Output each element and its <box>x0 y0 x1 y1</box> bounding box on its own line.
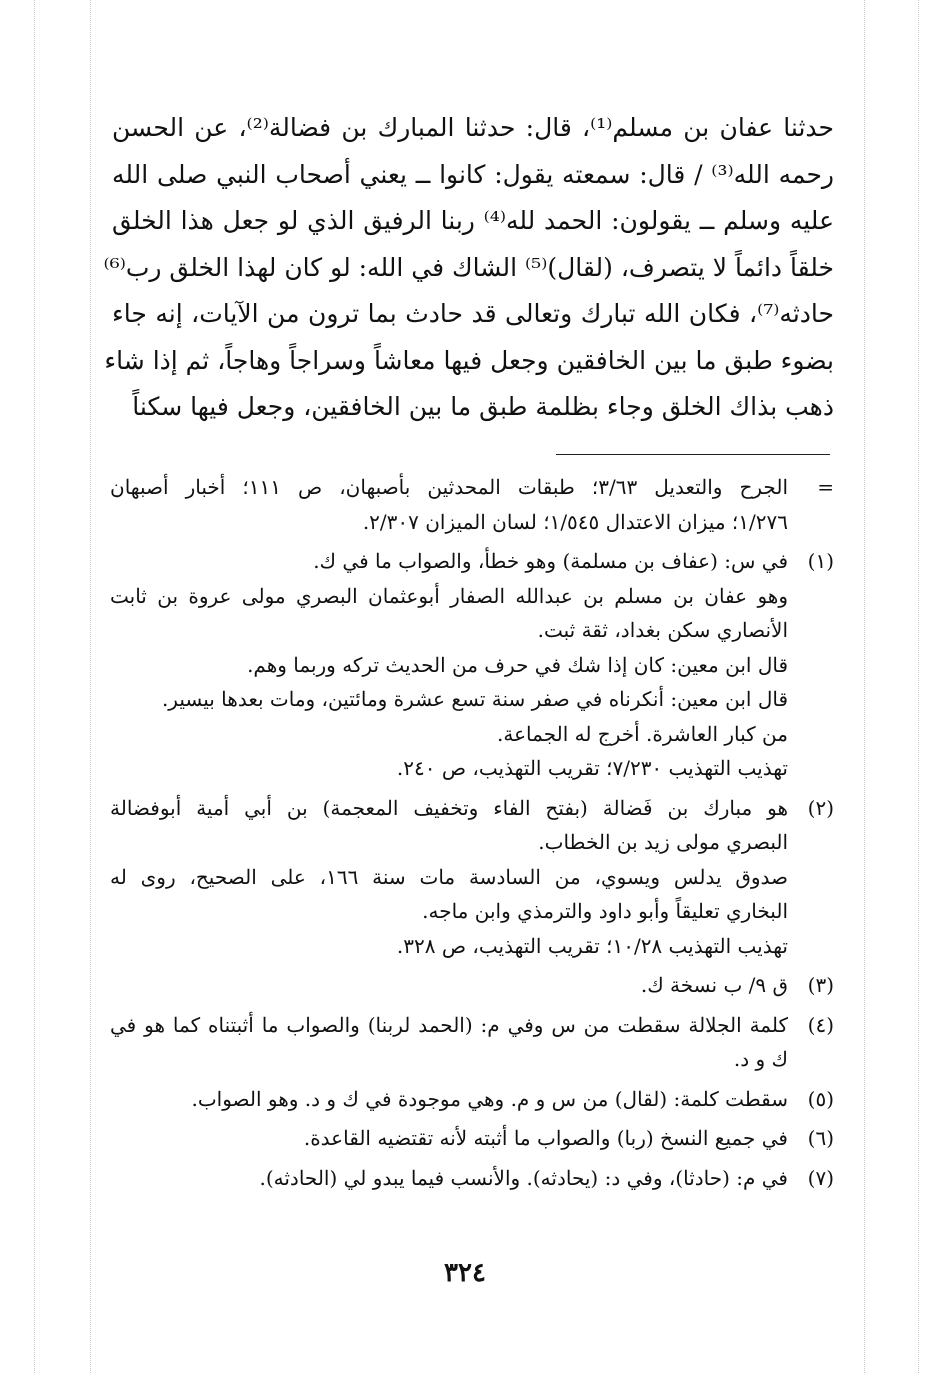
footnote-line: ق ٩/ ب نسخة ك. <box>640 973 788 997</box>
main-text-line: حدثنا عفان بن مسلم⁽¹⁾، قال: حدثنا المبارك بن فضالة⁽²⁾، عن الحسن <box>112 113 834 142</box>
footnote-number: (٤) <box>807 1012 834 1037</box>
footnote-6 <box>110 1121 834 1156</box>
main-text-line: بضوء طبق ما بين الخافقين وجعل فيها معاشاً وسراجاً وهاجاً، ثم إذا شاء <box>104 345 834 375</box>
footnote-line: في م: (حادثا)، وفي د: (يحادثه). والأنسب فيما يبدو لي (الحادثه). <box>259 1165 788 1190</box>
main-text-block <box>103 105 834 431</box>
footnote-7 <box>110 1161 834 1196</box>
page-number: ٣٢٤ <box>444 1258 486 1288</box>
footnote-line: كلمة الجلالة سقطت من س وفي م: (الحمد لربنا) والصواب ما أثبتناه كما هو في <box>110 1012 788 1037</box>
footnote-line: قال ابن معين: أنكرناه في صفر سنة تسع عشرة ومائتين، ومات بعدها بيسير. <box>161 687 788 711</box>
left-margin-line <box>34 0 35 1373</box>
main-text-line: ذهب بذاك الخلق وجاء بظلمة طبق ما بين الخافقين، وجعل فيها سكناً <box>132 392 834 421</box>
main-text-line: خلقاً دائماً لا يتصرف، (لقال)⁽⁵⁾ الشاك في الله: لو كان لهذا الخلق رب⁽⁶⁾ <box>103 252 834 282</box>
main-text-line: عليه وسلم ــ يقولون: الحمد لله⁽⁴⁾ ربنا الرفيق الذي لو جعل هذا الخلق <box>112 206 834 235</box>
footnote-line: ١/٢٧٦؛ ميزان الاعتدال ١/٥٤٥؛ لسان الميزان ٢/٣٠٧. <box>362 509 788 534</box>
main-text-line: حادثه⁽⁷⁾، فكان الله تبارك وتعالى قد حادث بما ترون من الآيات، إنه جاء <box>112 299 834 328</box>
left-inner-margin-line <box>90 0 91 1373</box>
footnote-divider <box>556 454 830 455</box>
footnote-number: (٦) <box>807 1126 834 1150</box>
main-text-line: رحمه الله⁽³⁾ / قال: سمعته يقول: كانوا ــ يعني أصحاب النبي صلى الله <box>112 159 834 189</box>
footnote-number: (٧) <box>807 1165 834 1190</box>
footnote-4 <box>110 1008 834 1077</box>
footnote-2 <box>110 791 834 964</box>
footnote-line: البخاري تعليقاً وأبو داود والترمذي وابن ماجه. <box>422 899 788 923</box>
right-inner-margin-line <box>864 0 865 1373</box>
footnote-line: سقطت كلمة: (لقال) من س و م. وهي موجودة في ك و د. وهو الصواب. <box>191 1086 788 1111</box>
footnote-line: الجرح والتعديل ٣/٦٣؛ طبقات المحدثين بأصبهان، ص ١١١؛ أخبار أصبهان <box>110 475 788 499</box>
footnote-line: قال ابن معين: كان إذا شك في حرف من الحديث تركه وربما وهم. <box>247 652 788 677</box>
footnote-line: في جميع النسخ (ربا) والصواب ما أثبته لأنه تقتضيه القاعدة. <box>303 1126 788 1150</box>
footnotes-block <box>110 470 834 1200</box>
footnote-5 <box>110 1082 834 1117</box>
footnote-line: هو مبارك بن فَضالة (بفتح الفاء وتخفيف المعجمة) بن أبي أمية أبوفضالة <box>110 795 788 820</box>
footnote-line: تهذيب التهذيب ١٠/٢٨؛ تقريب التهذيب، ص ٣٢٨. <box>396 933 788 958</box>
footnote-number: (٥) <box>807 1086 834 1111</box>
footnote-number: (٢) <box>807 795 834 820</box>
footnote-marker: = <box>817 475 834 499</box>
footnote-3 <box>110 968 834 1003</box>
footnote-line: ك و د. <box>733 1047 788 1071</box>
footnote-line: وهو عفان بن مسلم بن عبدالله الصفار أبوعثمان البصري مولى عروة بن ثابت <box>110 583 788 608</box>
footnote-number: (١) <box>807 549 834 573</box>
footnote-line: صدوق يدلس ويسوي، من السادسة مات سنة ١٦٦، على الصحيح، روى له <box>110 864 789 889</box>
footnote-continuation <box>110 470 834 539</box>
footnote-1 <box>110 544 834 786</box>
right-margin-line <box>918 0 919 1373</box>
footnote-line: تهذيب التهذيب ٧/٢٣٠؛ تقريب التهذيب، ص ٢٤٠. <box>396 756 788 780</box>
footnote-line: من كبار العاشرة. أخرج له الجماعة. <box>497 721 788 746</box>
footnote-line: البصري مولى زيد بن الخطاب. <box>538 830 788 854</box>
footnote-line: الأنصاري سكن بغداد، ثقة ثبت. <box>537 618 788 642</box>
footnote-line: في س: (عفاف بن مسلمة) وهو خطأ، والصواب ما في ك. <box>313 549 788 573</box>
footnote-number: (٣) <box>807 973 834 997</box>
